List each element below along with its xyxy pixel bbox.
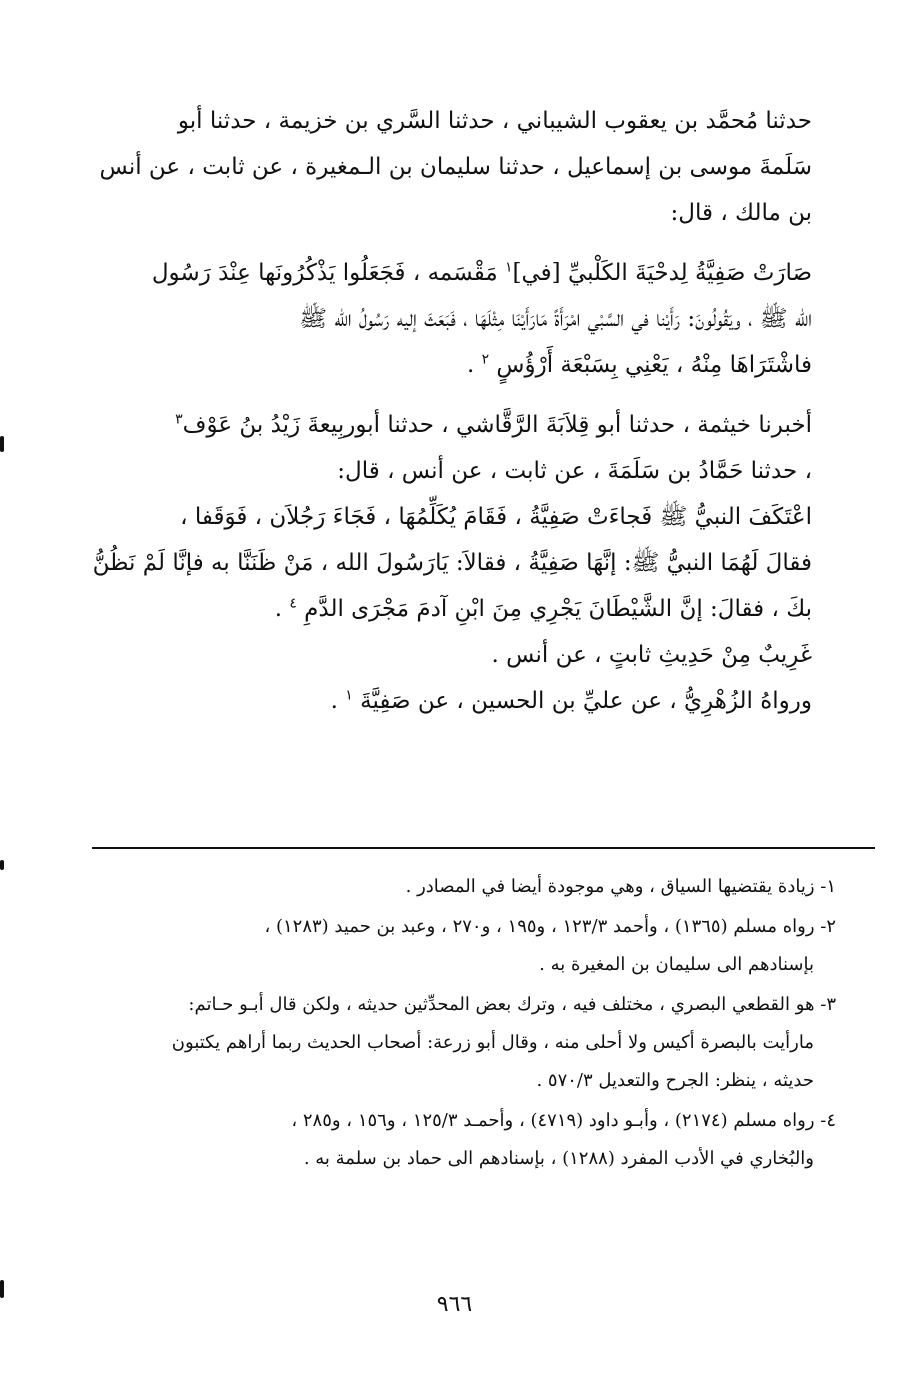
scan-mark xyxy=(0,860,4,870)
footnote-line: والبُخاري في الأدب المفرد (١٢٨٨) ، بإسنادهم الى حماد بن سلمة به . xyxy=(303,1148,814,1169)
main-text-block xyxy=(92,98,842,724)
footnote-divider xyxy=(92,847,875,849)
scan-mark xyxy=(0,1280,4,1298)
text-segment: . xyxy=(274,596,282,622)
text-line: حدثنا مُحمَّد بن يعقوب الشيباني ، حدثنا السَّري بن خزيمة ، حدثنا أبو xyxy=(177,108,812,134)
paragraph-isnad-2 xyxy=(92,402,842,494)
footnote-ref: ٣ xyxy=(175,411,183,428)
footnote-line: مارأيت بالبصرة أكيس ولا أحلى منه ، وقال أبو زرعة: أصحاب الحديث ربما أراهم يكتبون xyxy=(171,1032,814,1053)
text-segment: . xyxy=(330,688,338,714)
text-line: اعْتَكَفَ النبيُّ ﷺ فَجاءَتْ صَفِيَّةُ ، فَقَامَ يُكَلِّمُهَا ، فَجَاءَ رَجُلاَن ، فَوَقَفا ، xyxy=(180,504,812,530)
footnote-1 xyxy=(88,868,836,906)
text-segment: . xyxy=(466,352,475,378)
paragraph-hadith-2 xyxy=(92,494,842,632)
text-line xyxy=(92,402,842,448)
footnote-line: ٢- رواه مسلم (١٣٦٥) ، وأحمد ١٢٣/٣ ، و١٩٥ ، و٢٧٠ ، وعبد بن حميد (١٢٨٣) ، xyxy=(264,916,836,937)
text-line xyxy=(92,342,842,388)
text-segment: فاشْتَرَاهَا مِنْهُ ، يَعْنِي بِسَبْعَة أَرْؤُسٍ xyxy=(496,352,812,378)
paragraph-isnad-1 xyxy=(92,98,842,236)
text-line xyxy=(92,586,842,632)
text-line: فقالَ لَهُمَا النبيُّ ﷺ: إنَّهَا صَفِيَّةُ ، فقالاَ: يَارَسُولَ الله ، مَنْ ظَنَنَّا به فإنَّا لَمْ نَظُنُّ xyxy=(92,550,812,576)
text-segment: صَارَتْ صَفِيَّةُ لِدحْيَةَ الكَلْبيِّ [في] xyxy=(512,260,812,286)
footnote-ref: ٢ xyxy=(481,351,490,368)
footnote-line: ٣- هو القطعي البصري ، مختلف فيه ، وترك بعض المحدِّثين حديثه ، ولكن قال أبـو حـاتم: xyxy=(188,994,836,1015)
footnotes-block xyxy=(88,868,836,1180)
footnote-4 xyxy=(88,1102,836,1178)
scan-mark xyxy=(0,436,4,452)
text-line xyxy=(92,250,842,296)
footnote-line: بإسنادهم الى سليمان بن المغيرة به . xyxy=(539,954,814,975)
text-segment: أخبرنا خيثمة ، حدثنا أبو قِلاَبَةَ الرَّقَّاشي ، حدثنا أبوربِيعةَ زَيْدُ بنُ عَوْف xyxy=(182,412,812,438)
footnote-ref: ٤ xyxy=(289,595,297,612)
paragraph-narration xyxy=(92,678,842,724)
footnote-line: ١- زيادة يقتضيها السياق ، وهي موجودة أيضا في المصادر . xyxy=(405,876,836,897)
footnote-ref: ١ xyxy=(504,259,513,276)
text-segment: مَقْسَمه ، فَجَعَلُوا يَذْكُرُونَها عِنْدَ رَسُول xyxy=(151,260,498,286)
text-line: سَلَمةَ موسى بن إسماعيل ، حدثنا سليمان بن الـمغيرة ، عن ثابت ، عن أنس xyxy=(99,154,812,180)
paragraph-grading xyxy=(92,632,842,678)
text-segment: ورواهُ الزُهْرِيُّ ، عن عليِّ بن الحسين ، عن صَفِيَّةَ xyxy=(360,688,812,714)
text-line: غَرِيبٌ مِنْ حَدِيثِ ثابتٍ ، عن أنس . xyxy=(491,642,812,668)
text-line: بن مالك ، قال: xyxy=(670,200,812,226)
footnote-3 xyxy=(88,986,836,1100)
footnote-line: ٤- رواه مسلم (٢١٧٤) ، وأبـو داود (٤٧١٩) ، وأحمـد ١٢٥/٣ ، و١٥٦ ، و٢٨٥ ، xyxy=(291,1110,836,1131)
text-segment: بكَ ، فقالَ: إنَّ الشَّيْطَانَ يَجْرِي مِنَ ابْنِ آدمَ مَجْرَى الدَّمِ xyxy=(304,596,812,622)
paragraph-hadith-1 xyxy=(92,250,842,388)
text-line: الله ﷺ ، ويَقُولُونَ: رَأَيْنا في السَّبْي امْرَأَةً مَارَأَيْنَا مِثْلَهَا ، فَبَعَثَ إليه رَسُولُ الله ﷺ xyxy=(299,306,812,332)
page-number: ٩٦٦ xyxy=(436,1292,473,1317)
footnote-2 xyxy=(88,908,836,984)
text-line xyxy=(92,678,842,724)
text-line: ، حدثنا حَمَّادُ بن سَلَمَةَ ، عن ثابت ، عن أنس ، قال: xyxy=(337,458,812,484)
footnote-ref: ١ xyxy=(345,687,353,704)
footnote-line: حديثه ، ينظر: الجرح والتعديل ٥٧٠/٣ . xyxy=(536,1070,814,1091)
